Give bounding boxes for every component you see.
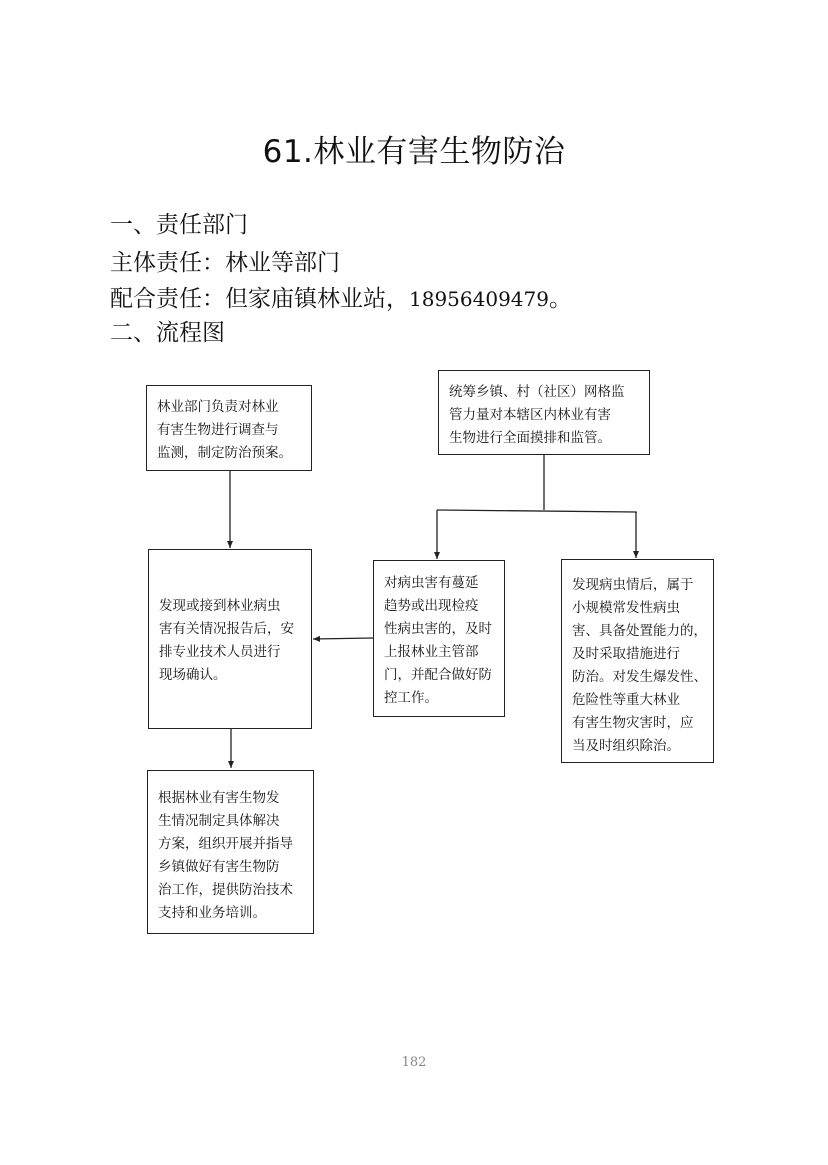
page-number: 182 xyxy=(401,1055,427,1070)
section-heading-flowchart: 二、流程图 xyxy=(110,320,225,346)
box5-line: 发现病虫情后，属于 xyxy=(572,577,694,593)
flow-box-local-treatment xyxy=(561,559,714,763)
box6-line: 根据林业有害生物发 xyxy=(158,790,280,806)
box5-line: 小规模常发性病虫 xyxy=(572,600,680,616)
arrow-box4-to-box3 xyxy=(313,638,373,639)
box2-line: 统筹乡镇、村（社区）网格监 xyxy=(449,384,625,400)
box2-line: 管力量对本辖区内林业有害 xyxy=(449,407,611,423)
coop-suffix: 。 xyxy=(548,286,572,312)
flow-box-survey xyxy=(146,385,312,471)
flow-box-solution-plan xyxy=(147,770,314,934)
box5-line: 及时采取措施进行 xyxy=(572,646,680,662)
box5-line: 有害生物灾害时，应 xyxy=(572,715,694,731)
box5-line: 当及时组织除治。 xyxy=(572,738,680,754)
box1-line: 林业部门负责对林业 xyxy=(157,399,279,415)
primary-responsibility: 主体责任：林业等部门 xyxy=(110,250,340,276)
box4-line: 门，并配合做好防 xyxy=(384,667,492,683)
flow-box-site-confirmation xyxy=(148,549,312,729)
box6-line: 方案，组织开展并指导 xyxy=(158,836,293,852)
box1-line: 监测，制定防治预案。 xyxy=(157,445,292,461)
box6-line: 支持和业务培训。 xyxy=(158,905,266,921)
box3-line: 害有关情况报告后，安 xyxy=(159,621,294,637)
box6-line: 治工作，提供防治技术 xyxy=(158,882,293,898)
box1-line: 有害生物进行调查与 xyxy=(157,422,279,438)
box2-line: 生物进行全面摸排和监管。 xyxy=(449,430,611,446)
connector-horizontal xyxy=(437,510,637,512)
box4-line: 对病虫害有蔓延 xyxy=(384,575,479,591)
box3-line: 现场确认。 xyxy=(159,667,227,683)
box5-line: 防治。对发生爆发性、 xyxy=(572,669,707,685)
box6-line: 生情况制定具体解决 xyxy=(158,813,280,829)
phone-number: 18956409479 xyxy=(409,287,549,311)
box4-line: 控工作。 xyxy=(384,690,438,706)
box5-line: 危险性等重大林业 xyxy=(572,692,680,708)
box4-line: 性病虫害的，及时 xyxy=(384,621,492,637)
box3-line: 排专业技术人员进行 xyxy=(159,644,281,660)
box3-line: 发现或接到林业病虫 xyxy=(159,598,281,614)
box4-line: 上报林业主管部 xyxy=(384,644,479,660)
box5-line: 害、具备处置能力的， xyxy=(572,623,707,639)
flow-box-report-upward xyxy=(373,560,505,717)
section-heading-responsibility: 一、责任部门 xyxy=(110,212,248,238)
box4-line: 趋势或出现检疫 xyxy=(384,598,479,614)
box6-line: 乡镇做好有害生物防 xyxy=(158,859,280,875)
coop-prefix: 配合责任：但家庙镇林业站， xyxy=(110,286,409,312)
page-title: 61.林业有害生物防治 xyxy=(262,134,566,170)
flow-box-grid-supervision xyxy=(438,370,650,455)
